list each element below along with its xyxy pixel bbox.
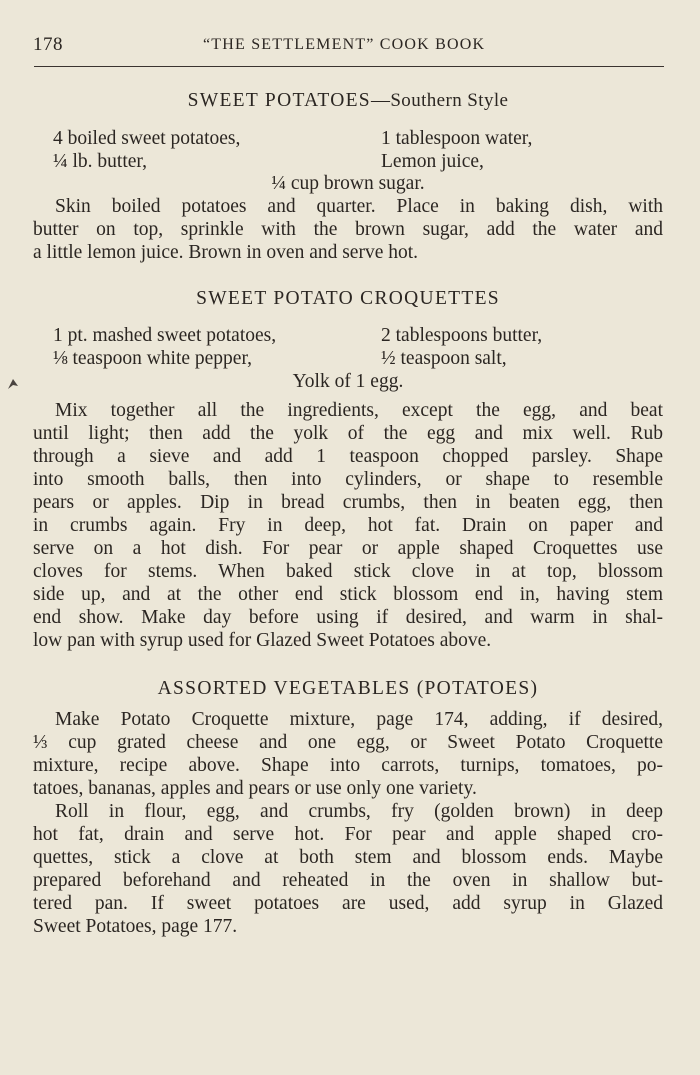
ingredient-row [33, 151, 663, 175]
recipe-text-line: tatoes, bananas, apples and pears or use only one variety. [33, 778, 477, 799]
ingredient: ¼ lb. butter, [53, 151, 147, 172]
recipe-title-main: ASSORTED VEGETABLES (POTATOES) [157, 678, 539, 699]
recipe-text-line: low pan with syrup used for Glazed Sweet Potatoes above. [33, 630, 492, 651]
ingredient: 2 tablespoons butter, [381, 325, 543, 346]
page-header [33, 34, 663, 58]
recipe-text-line: tered pan. If sweet potatoes are used, add syrup in Glazed [33, 893, 663, 914]
recipe-text-line: Roll in flour, egg, and crumbs, fry (golden brown) in deep [55, 801, 663, 822]
recipe-title-main: SWEET POTATO CROQUETTES [196, 288, 500, 309]
recipe-text-line: Sweet Potatoes, page 177. [33, 916, 238, 937]
page-number: 178 [33, 34, 63, 55]
recipe-text-line: Mix together all the ingredients, except the egg, and beat [55, 400, 663, 421]
recipe-text-line: Skin boiled potatoes and quarter. Place in baking dish, with [55, 196, 663, 217]
recipe-text-line: in crumbs again. Fry in deep, hot fat. Drain on paper and [33, 515, 663, 536]
recipe-title [33, 90, 663, 112]
ingredient: ½ teaspoon salt, [381, 348, 507, 369]
recipe-text-line: butter on top, sprinkle with the brown sugar, add the water and [33, 219, 663, 240]
recipe-text-line: Make Potato Croquette mixture, page 174, adding, if desired, [55, 709, 663, 730]
recipe-text-line: quettes, stick a clove at both stem and blossom ends. Maybe [33, 847, 663, 868]
recipe-text-line: hot fat, drain and serve hot. For pear and apple shaped cro- [33, 824, 663, 845]
recipe-text-line: ⅓ cup grated cheese and one egg, or Sweet Potato Croquette [33, 732, 663, 753]
ingredient-row [33, 371, 663, 395]
recipe-title [33, 678, 663, 700]
header-rule [34, 66, 664, 67]
ingredient-row [33, 348, 663, 372]
recipe-text-line: mixture, recipe above. Shape into carrots, turnips, tomatoes, po- [33, 755, 663, 776]
recipe-text-line: cloves for stems. When baked stick clove in at top, blossom [33, 561, 663, 582]
recipe-title-main: SWEET POTATOES [187, 90, 371, 111]
ingredient: 1 pt. mashed sweet potatoes, [53, 325, 277, 346]
ingredient-row [33, 325, 663, 349]
recipe-subtitle: —Southern Style [370, 90, 509, 111]
ingredient: ⅛ teaspoon white pepper, [53, 348, 253, 369]
recipe-text-line: serve on a hot dish. For pear or apple shaped Croquettes use [33, 538, 663, 559]
recipe-text-line: until light; then add the yolk of the egg and mix well. Rub [33, 423, 663, 444]
recipe-text-line: into smooth balls, then into cylinders, or shape to resemble [33, 469, 663, 490]
recipe-text-line: a little lemon juice. Brown in oven and serve hot. [33, 242, 419, 263]
recipe-text-line: through a sieve and add 1 teaspoon chopped parsley. Shape [33, 446, 663, 467]
margin-mark-icon [7, 378, 19, 390]
ingredient: 1 tablespoon water, [381, 128, 533, 149]
running-title: “THE SETTLEMENT” COOK BOOK [203, 36, 486, 53]
ingredient: 4 boiled sweet potatoes, [53, 128, 241, 149]
ingredient: Yolk of 1 egg. [292, 371, 404, 392]
recipe-text-line: prepared beforehand and reheated in the oven in shallow but- [33, 870, 663, 891]
ingredient-row [33, 173, 663, 197]
ingredient: ¼ cup brown sugar. [271, 173, 425, 194]
recipe-text-line: end show. Make day before using if desired, and warm in shal- [33, 607, 663, 628]
recipe-text-line: side up, and at the other end stick blossom end in, having stem [33, 584, 663, 605]
recipe-title [33, 288, 663, 310]
ingredient-row [33, 128, 663, 152]
ingredient: Lemon juice, [381, 151, 484, 172]
recipe-text-line: pears or apples. Dip in bread crumbs, then in beaten egg, then [33, 492, 663, 513]
